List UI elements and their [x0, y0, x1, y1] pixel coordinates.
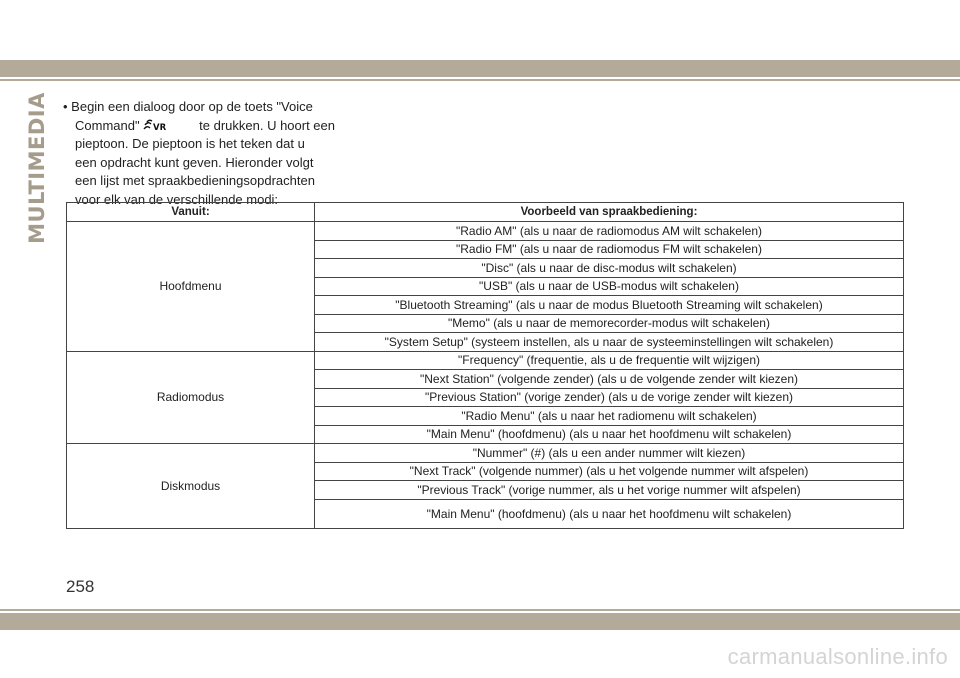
intro-line-2-start: Command" VR	[75, 117, 166, 133]
intro-line-4: een opdracht kunt geven. Hieronder volgt	[75, 154, 314, 170]
command-cell: "Radio FM" (als u naar de radiomodus FM wilt schakelen)	[315, 240, 904, 259]
watermark: carmanualsonline.info	[727, 644, 948, 669]
command-cell: "System Setup" (systeem instellen, als u naar de systeeminstellingen wilt schakelen)	[315, 333, 904, 352]
mode-cell-disc: Diskmodus	[67, 444, 315, 529]
intro-line-6: voor elk van de verschillende modi:	[75, 191, 279, 207]
mode-cell-radio: Radiomodus	[67, 351, 315, 444]
table-header-from: Vanuit:	[67, 203, 315, 222]
table-row	[67, 444, 904, 463]
command-cell: "Frequency" (frequentie, als u de frequentie wilt wijzigen)	[315, 351, 904, 370]
header-bar	[0, 60, 960, 77]
command-cell: "Memo" (als u naar de memorecorder-modus wilt schakelen)	[315, 314, 904, 333]
intro-line-3: pieptoon. De pieptoon is het teken dat u	[75, 136, 305, 152]
table-row	[67, 222, 904, 241]
intro-line-2	[63, 117, 335, 136]
table-header-row	[67, 203, 904, 222]
command-cell: "Main Menu" (hoofdmenu) (als u naar het hoofdmenu wilt schakelen)	[315, 425, 904, 444]
intro-line-5: een lijst met spraakbedieningsopdrachten	[75, 173, 315, 189]
command-cell: "Previous Track" (vorige nummer, als u het vorige nummer wilt afspelen)	[315, 481, 904, 500]
command-cell: "Main Menu" (hoofdmenu) (als u naar het hoofdmenu wilt schakelen)	[315, 499, 904, 528]
command-cell: "Radio AM" (als u naar de radiomodus AM wilt schakelen)	[315, 222, 904, 241]
command-cell: "Nummer" (#) (als u een ander nummer wilt kiezen)	[315, 444, 904, 463]
footer-rule	[0, 609, 960, 611]
section-label	[25, 92, 49, 244]
section-label-text: MULTIMEDIA	[25, 92, 49, 244]
intro-line-2-end: te drukken. U hoort een	[199, 117, 335, 133]
command-cell: "Previous Station" (vorige zender) (als u de vorige zender wilt kiezen)	[315, 388, 904, 407]
header-rule	[0, 79, 960, 81]
voice-recognition-icon	[142, 119, 168, 131]
page-number: 258	[66, 577, 95, 596]
table-header-example: Voorbeeld van spraakbediening:	[315, 203, 904, 222]
command-cell: "USB" (als u naar de USB-modus wilt schakelen)	[315, 277, 904, 296]
voice-command-table	[66, 202, 904, 529]
command-cell: "Next Track" (volgende nummer) (als u het volgende nummer wilt afspelen)	[315, 462, 904, 481]
svg-text:VR: VR	[152, 122, 166, 131]
mode-cell-main-menu: Hoofdmenu	[67, 222, 315, 352]
table-row	[67, 351, 904, 370]
command-cell: "Disc" (als u naar de disc-modus wilt schakelen)	[315, 259, 904, 278]
command-cell: "Bluetooth Streaming" (als u naar de modus Bluetooth Streaming wilt schakelen)	[315, 296, 904, 315]
intro-paragraph	[63, 98, 335, 210]
command-cell: "Radio Menu" (als u naar het radiomenu wilt schakelen)	[315, 407, 904, 426]
top-margin	[0, 0, 960, 60]
footer-bar	[0, 613, 960, 630]
command-cell: "Next Station" (volgende zender) (als u de volgende zender wilt kiezen)	[315, 370, 904, 389]
intro-line-1: • Begin een dialoog door op de toets "Voice	[63, 99, 313, 114]
